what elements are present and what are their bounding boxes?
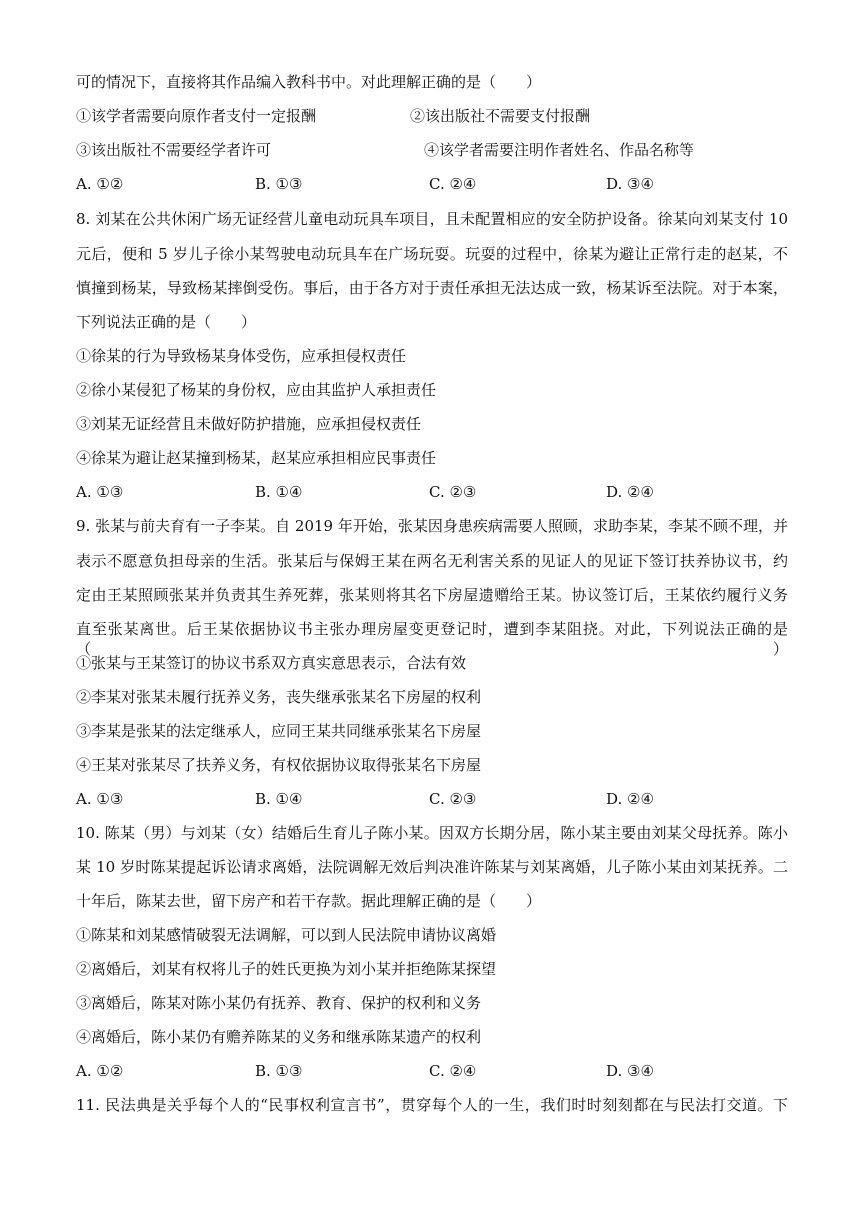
q9-statement-4: ④王某对张某尽了扶养义务，有权依据协议取得张某名下房屋 <box>76 756 482 774</box>
q7-option-c[interactable]: C. ②④ <box>429 175 477 193</box>
q8-stem-line-2: 元后，便和 5 岁儿子徐小某驾驶电动玩具车在广场玩耍。玩耍的过程中，徐某为避让正常行走的赵某，不 <box>76 245 788 263</box>
q7-statement-4: ④该学者需要注明作者姓名、作品名称等 <box>424 141 695 159</box>
q7-option-b[interactable]: B. ①③ <box>255 175 303 193</box>
q7-option-a[interactable]: A. ①② <box>76 175 124 193</box>
q10-stem-line-1: 10. 陈某（男）与刘某（女）结婚后生育儿子陈小某。因双方长期分居，陈小某主要由刘某父母抚养。陈小 <box>76 824 788 842</box>
q8-statement-1: ①徐某的行为导致杨某身体受伤，应承担侵权责任 <box>76 347 407 365</box>
q8-options <box>76 482 788 502</box>
q9-option-b[interactable]: B. ①④ <box>255 790 303 808</box>
q8-stem-line-1: 8. 刘某在公共休闲广场无证经营儿童电动玩具车项目，且未配置相应的安全防护设备。徐某向刘某支付 10 <box>76 210 788 228</box>
q10-statement-4: ④离婚后，陈小某仍有赡养陈某的义务和继承陈某遗产的权利 <box>76 1028 482 1046</box>
q9-stem-line-1: 9. 张某与前夫育有一子李某。自 2019 年开始，张某因身患疾病需要人照顾，求助李某，李某不顾不理，并 <box>76 517 788 535</box>
q7-options <box>76 174 788 194</box>
q9-statement-3: ③李某是张某的法定继承人，应同王某共同继承张某名下房屋 <box>76 722 482 740</box>
q8-statement-2: ②徐小某侵犯了杨某的身份权，应由其监护人承担责任 <box>76 381 437 399</box>
q10-option-c[interactable]: C. ②④ <box>429 1062 477 1080</box>
q9-option-c[interactable]: C. ②③ <box>429 790 477 808</box>
q7-statement-3: ③该出版社不需要经学者许可 <box>76 141 272 159</box>
q10-options <box>76 1061 788 1081</box>
q10-statement-1: ①陈某和刘某感情破裂无法调解，可以到人民法院申请协议离婚 <box>76 926 497 944</box>
q8-stem-line-3: 慎撞到杨某，导致杨某摔倒受伤。事后，由于各方对于责任承担无法达成一致，杨某诉至法院。对于本案， <box>76 279 788 297</box>
q9-stem-line-4: 直至张某离世。后王某依据协议书主张办理房屋变更登记时，遭到李某阻挠。对此，下列说法正确的是（ ） <box>76 620 788 658</box>
q8-stem-line-4: 下列说法正确的是（ ） <box>76 313 257 331</box>
q7-statement-2: ②该出版社不需要支付报酬 <box>410 107 591 125</box>
q9-stem-line-2: 表示不愿意负担母亲的生活。张某后与保姆王某在两名无利害关系的见证人的见证下签订扶养协议书，约 <box>76 552 788 570</box>
q9-option-d[interactable]: D. ②④ <box>606 790 654 808</box>
q8-option-c[interactable]: C. ②③ <box>429 483 477 501</box>
q7-statement-row <box>76 140 788 160</box>
q9-options <box>76 789 788 809</box>
q8-option-d[interactable]: D. ②④ <box>606 483 654 501</box>
q9-option-a[interactable]: A. ①③ <box>76 790 124 808</box>
q8-statement-3: ③刘某无证经营且未做好防护措施，应承担侵权责任 <box>76 415 422 433</box>
q7-stem-tail: 可的情况下，直接将其作品编入教科书中。对此理解正确的是（ ） <box>76 73 542 91</box>
q8-statement-4: ④徐某为避让赵某撞到杨某，赵某应承担相应民事责任 <box>76 449 437 467</box>
q9-statement-1: ①张某与王某签订的协议书系双方真实意思表示，合法有效 <box>76 654 467 672</box>
q11-stem-line-1: 11. 民法典是关乎每个人的“民事权利宣言书”，贯穿每个人的一生，我们时时刻刻都在与民法打交道。下 <box>76 1096 788 1114</box>
q10-statement-3: ③离婚后，陈某对陈小某仍有抚养、教育、保护的权利和义务 <box>76 994 482 1012</box>
q9-statement-2: ②李某对张某未履行抚养义务，丧失继承张某名下房屋的权利 <box>76 688 482 706</box>
q7-statement-1: ①该学者需要向原作者支付一定报酬 <box>76 107 317 125</box>
q10-option-d[interactable]: D. ③④ <box>606 1062 654 1080</box>
q10-statement-2: ②离婚后，刘某有权将儿子的姓氏更换为刘小某并拒绝陈某探望 <box>76 960 497 978</box>
q10-stem-line-3: 十年后，陈某去世，留下房产和若干存款。据此理解正确的是（ ） <box>76 892 542 910</box>
q8-option-a[interactable]: A. ①③ <box>76 483 124 501</box>
q7-statement-row <box>76 106 788 126</box>
q8-option-b[interactable]: B. ①④ <box>255 483 303 501</box>
q10-stem-line-2: 某 10 岁时陈某提起诉讼请求离婚，法院调解无效后判决准许陈某与刘某离婚，儿子陈小某由刘某抚养。二 <box>76 858 788 876</box>
q10-option-a[interactable]: A. ①② <box>76 1062 124 1080</box>
q10-option-b[interactable]: B. ①③ <box>255 1062 303 1080</box>
q7-option-d[interactable]: D. ③④ <box>606 175 654 193</box>
q9-stem-line-3: 定由王某照顾张某并负责其生养死葬，张某则将其名下房屋遗赠给王某。协议签订后，王某依约履行义务 <box>76 586 788 604</box>
